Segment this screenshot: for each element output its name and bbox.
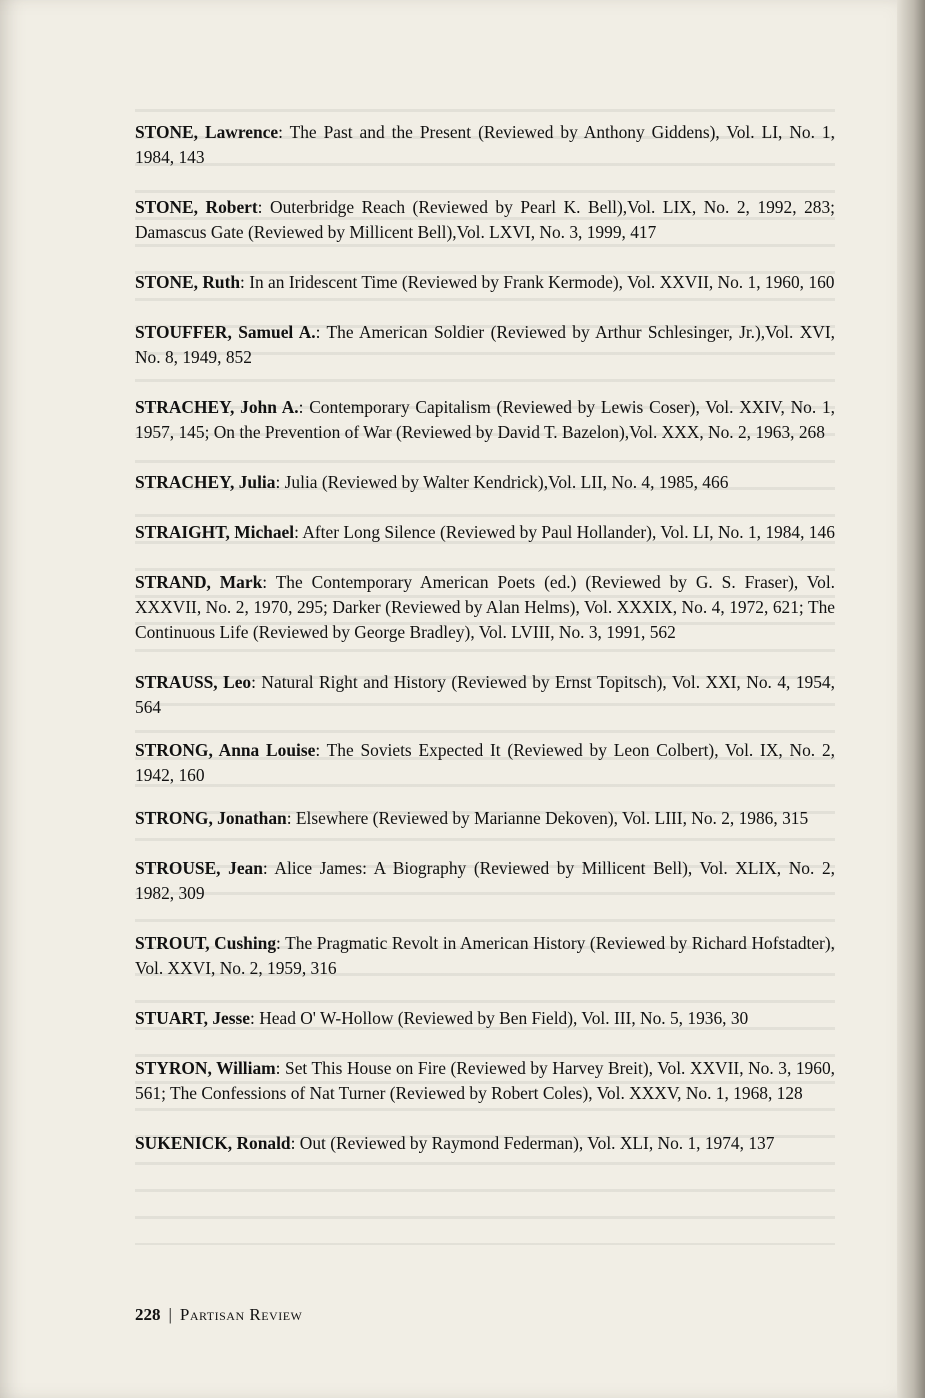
author-name: STRACHEY, Julia bbox=[135, 472, 276, 492]
index-entry bbox=[135, 470, 835, 495]
author-name: STONE, Ruth bbox=[135, 272, 241, 292]
index-entry bbox=[135, 195, 835, 245]
author-name: STOUFFER, Samuel A. bbox=[135, 322, 316, 342]
author-name: STYRON, William bbox=[135, 1058, 276, 1078]
entry-details: : Elsewhere (Reviewed by Marianne Dekoven), Vol. LIII, No. 2, 1986, 315 bbox=[286, 808, 809, 828]
author-name: STRONG, Anna Louise bbox=[135, 740, 316, 760]
entry-details: : Natural Right and History (Reviewed by Ernst Topitsch), Vol. XXI, No. 4, 1954, 564 bbox=[135, 672, 835, 717]
author-name: STONE, Lawrence bbox=[135, 122, 279, 142]
entry-details: : Out (Reviewed by Raymond Federman), Vol. XLI, No. 1, 1974, 137 bbox=[290, 1133, 775, 1153]
entry-details: : The Pragmatic Revolt in American History (Reviewed by Richard Hofstadter), Vol. XXVI, No. 2, 1959, 316 bbox=[135, 933, 835, 978]
author-name: STUART, Jesse bbox=[135, 1008, 251, 1028]
entry-details: : Contemporary Capitalism (Reviewed by Lewis Coser), Vol. XXIV, No. 1, 1957, 145; On the Prevention of War (Reviewed by David T. Bazelon),Vol. XXX, No. 2, 1963, 268 bbox=[135, 397, 835, 442]
entry-details: : Alice James: A Biography (Reviewed by Millicent Bell), Vol. XLIX, No. 2, 1982, 309 bbox=[135, 858, 835, 903]
index-entry bbox=[135, 931, 835, 981]
index-entry bbox=[135, 738, 835, 788]
footer-separator: | bbox=[168, 1305, 172, 1324]
index-entries bbox=[135, 120, 835, 1181]
author-name: STRAIGHT, Michael bbox=[135, 522, 295, 542]
index-entry bbox=[135, 806, 835, 831]
entry-details: : Head O' W-Hollow (Reviewed by Ben Field), Vol. III, No. 5, 1936, 30 bbox=[250, 1008, 749, 1028]
book-spine-edge bbox=[897, 0, 925, 1398]
author-name: STRAND, Mark bbox=[135, 572, 263, 592]
entry-details: : In an Iridescent Time (Reviewed by Frank Kermode), Vol. XXVII, No. 1, 1960, 160 bbox=[240, 272, 835, 292]
author-name: STROUSE, Jean bbox=[135, 858, 263, 878]
entry-details: : Outerbridge Reach (Reviewed by Pearl K. Bell),Vol. LIX, No. 2, 1992, 283; Damascus Gate (Reviewed by Millicent Bell),Vol. LXVI, No. 3, 1999, 417 bbox=[135, 197, 835, 242]
index-entry bbox=[135, 520, 835, 545]
author-name: STRAUSS, Leo bbox=[135, 672, 252, 692]
author-name: SUKENICK, Ronald bbox=[135, 1133, 291, 1153]
entry-details: : After Long Silence (Reviewed by Paul Hollander), Vol. LI, No. 1, 1984, 146 bbox=[294, 522, 835, 542]
index-entry bbox=[135, 1056, 835, 1106]
index-entry bbox=[135, 320, 835, 370]
page-number: 228 bbox=[135, 1305, 161, 1324]
entry-details: : Julia (Reviewed by Walter Kendrick),Vol. LII, No. 4, 1985, 466 bbox=[275, 472, 729, 492]
index-entry bbox=[135, 120, 835, 170]
index-entry bbox=[135, 1131, 835, 1156]
entry-details: : The Past and the Present (Reviewed by Anthony Giddens), Vol. LI, No. 1, 1984, 143 bbox=[135, 122, 835, 167]
entry-details: : The American Soldier (Reviewed by Arthur Schlesinger, Jr.),Vol. XVI, No. 8, 1949, 852 bbox=[135, 322, 835, 367]
entry-details: : Set This House on Fire (Reviewed by Harvey Breit), Vol. XXVII, No. 3, 1960, 561; The Confessions of Nat Turner (Reviewed by Robert Coles), Vol. XXXV, No. 1, 1968, 128 bbox=[135, 1058, 835, 1103]
index-entry bbox=[135, 395, 835, 445]
author-name: STRACHEY, John A. bbox=[135, 397, 299, 417]
author-name: STROUT, Cushing bbox=[135, 933, 277, 953]
author-name: STRONG, Jonathan bbox=[135, 808, 287, 828]
entry-details: : The Soviets Expected It (Reviewed by Leon Colbert), Vol. IX, No. 2, 1942, 160 bbox=[135, 740, 835, 785]
index-entry bbox=[135, 670, 835, 720]
index-entry bbox=[135, 270, 835, 295]
page-footer bbox=[135, 1305, 302, 1325]
index-entry bbox=[135, 856, 835, 906]
entry-details: : The Contemporary American Poets (ed.) (Reviewed by G. S. Fraser), Vol. XXXVII, No. 2, 1970, 295; Darker (Reviewed by Alan Helms), Vol. XXXIX, No. 4, 1972, 621; The Continuous Life (Reviewed by George Bradley), Vol. LVIII, No. 3, 1991, 562 bbox=[135, 572, 835, 642]
index-entry bbox=[135, 570, 835, 645]
index-entry bbox=[135, 1006, 835, 1031]
author-name: STONE, Robert bbox=[135, 197, 258, 217]
journal-title: Partisan Review bbox=[179, 1305, 303, 1324]
